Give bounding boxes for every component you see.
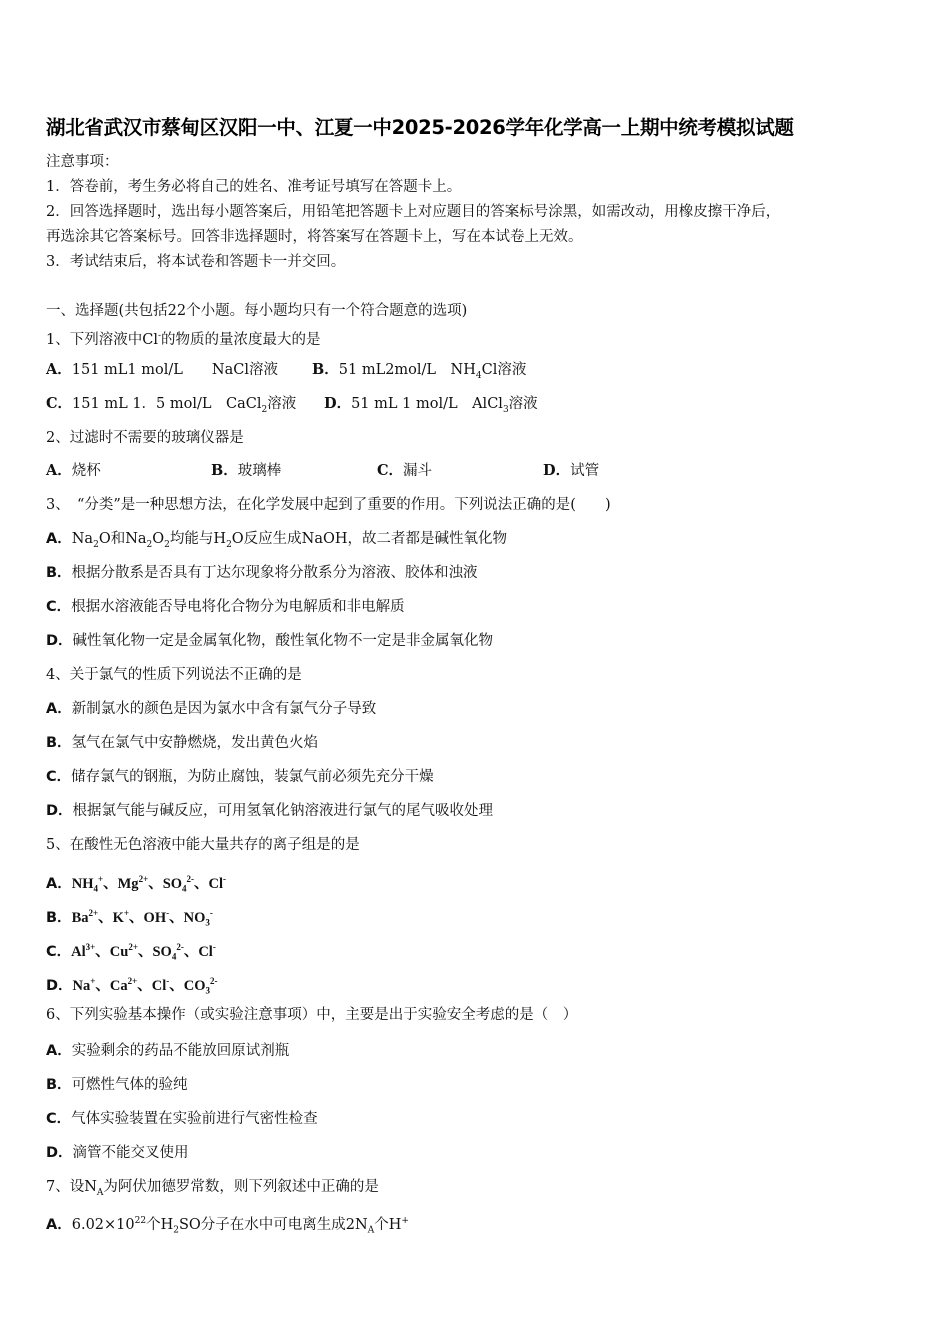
question-5-option-c: C．$Al^{3+}$、$Cu^{2+}$、$SO_4^{2-}$、Cl- [46,942,216,962]
question-5-option-b: B．$Ba^{2+}$、K+、OH-、$NO_3^-$ [46,908,213,928]
question-4-stem: 4、关于氯气的性质下列说法不正确的是 [46,667,302,683]
notice-item-2: 2．回答选择题时，选出每小题答案后，用铅笔把答题卡上对应题目的答案标号涂黑，如需改动，用橡皮擦干净后， [46,204,781,220]
question-4-option-a: A．新制氯水的颜色是因为氯水中含有氯气分子导致 [46,701,377,717]
question-3-option-a: A．$Na_2O$和$Na_2O_2$均能与$H_2O$反应生成NaOH，故二者都是碱性氧化物 [46,531,508,550]
page-title: 湖北省武汉市蔡甸区汉阳一中、江夏一中2025-2026学年化学高一上期中统考模拟试题 [46,116,794,139]
notice-item-1: 1．答卷前，考生务必将自己的姓名、准考证号填写在答题卡上。 [46,179,462,195]
question-4-option-c: C．储存氯气的钢瓶，为防止腐蚀，装氯气前必须先充分干燥 [46,769,434,785]
question-7-option-a: A．$6.02\times 10^{22}$个$H_2SO$分子在水中可电离生成$2N_A$个H+ [46,1216,409,1236]
notice-item-2-cont: 再选涂其它答案标号。回答非选择题时，将答案写在答题卡上，写在本试卷上无效。 [46,229,583,245]
option-c: C．151 mL 1．5 mol/L CaCl$_2$溶液 [46,395,297,415]
option-d: D．51 mL 1 mol/L AlCl$_3$溶液 [324,395,538,415]
notice-heading: 注意事项： [46,154,119,170]
question-3-option-c: C．根据水溶液能否导电将化合物分为电解质和非电解质 [46,599,405,615]
question-3-option-b: B．根据分散系是否具有丁达尔现象将分散系分为溶液、胶体和浊液 [46,565,478,581]
notice-item-3: 3．考试结束后，将本试卷和答题卡一并交回。 [46,254,346,270]
question-2-stem: 2、过滤时不需要的玻璃仪器是 [46,430,244,446]
question-7-stem: 7、设$N_A$为阿伏加德罗常数，则下列叙述中正确的是 [46,1179,379,1198]
question-3-option-d: D．碱性氧化物一定是金属氧化物，酸性氧化物不一定是非金属氧化物 [46,633,494,649]
option-b: B．玻璃棒 [211,462,282,479]
question-1-stem: 1、下列溶液中Cl-的物质的量浓度最大的是 [46,331,321,348]
question-4-option-d: D．根据氯气能与碱反应，可用氢氧化钠溶液进行氯气的尾气吸收处理 [46,803,494,819]
option-a: A．烧杯 [46,462,101,479]
question-6-stem: 6、下列实验基本操作（或实验注意事项）中，主要是出于实验安全考虑的是（ ） [46,1007,578,1023]
question-5-option-d: D．Na+、$Ca^{2+}$、Cl-、$CO_3^{2-}$ [46,976,218,996]
question-6-option-b: B．可燃性气体的验纯 [46,1077,188,1093]
option-d: D．试管 [543,462,600,479]
question-5-stem: 5、在酸性无色溶液中能大量共存的离子组是的是 [46,837,360,853]
section-heading: 一、选择题(共包括22个小题。每小题均只有一个符合题意的选项) [46,303,468,319]
option-b: B．51 mL2mol/L $NH_4Cl$溶液 [312,361,527,381]
question-4-option-b: B．氢气在氯气中安静燃烧，发出黄色火焰 [46,735,319,751]
option-a: A．151 mL1 mol/L NaCl溶液 [46,361,278,378]
option-c: C．漏斗 [377,462,433,479]
question-6-option-d: D．滴管不能交叉使用 [46,1145,189,1161]
question-3-stem: 3、 “分类”是一种思想方法，在化学发展中起到了重要的作用。下列说法正确的是( ) [46,497,611,513]
question-6-option-a: A．实验剩余的药品不能放回原试剂瓶 [46,1043,290,1059]
question-5-option-a: A．$NH_4^+$、$Mg^{2+}$、$SO_4^{2-}$、Cl- [46,874,227,894]
question-6-option-c: C．气体实验装置在实验前进行气密性检查 [46,1111,318,1127]
